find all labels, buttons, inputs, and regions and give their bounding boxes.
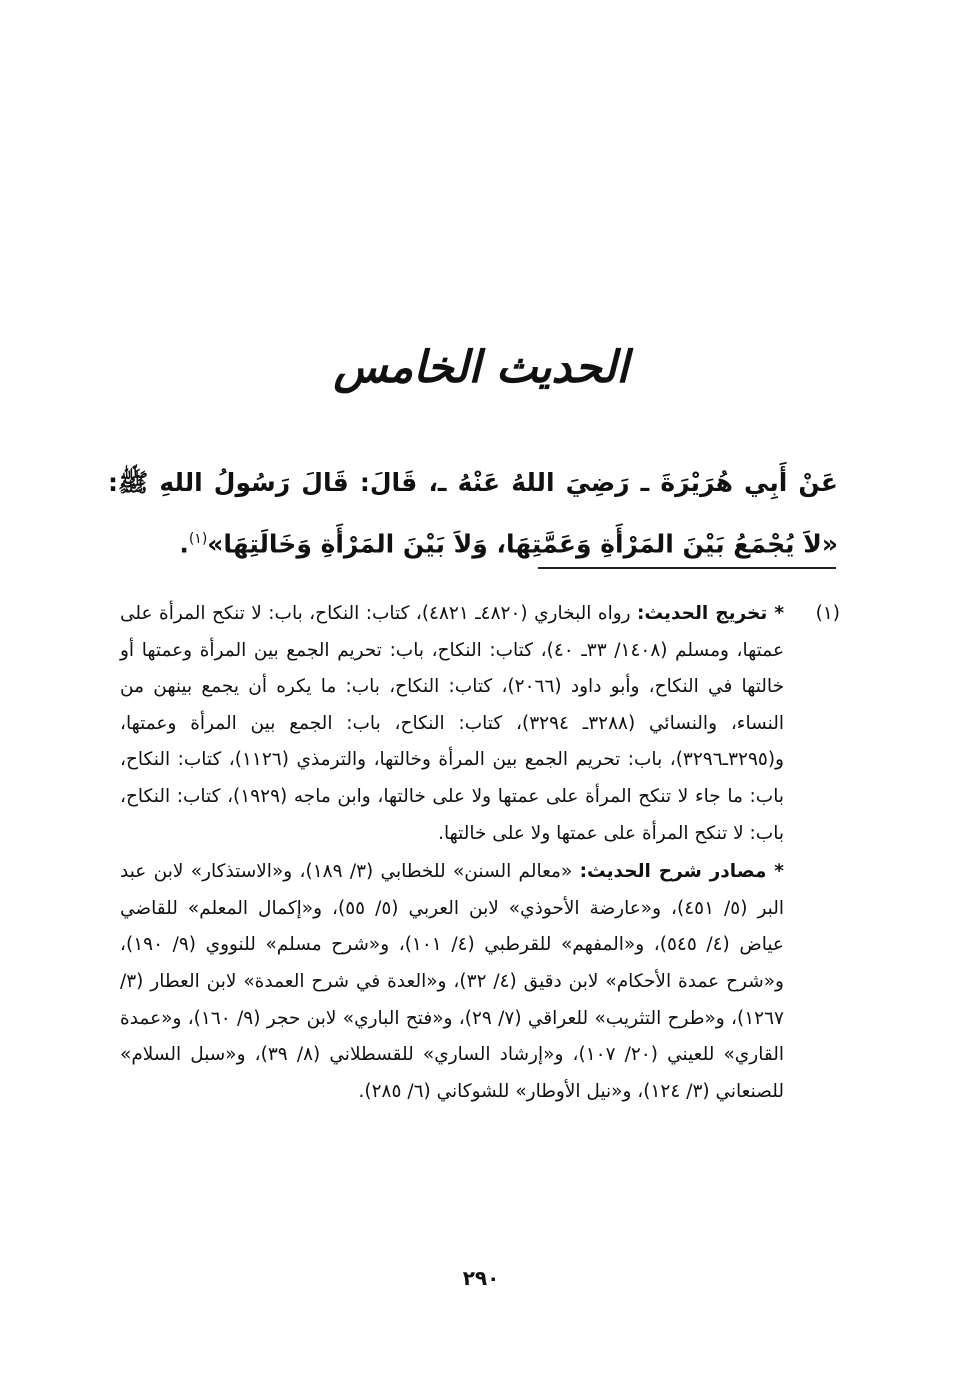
takhrij-body: رواه البخاري (٤٨٢٠ـ ٤٨٢١)، كتاب: النكاح، باب: لا تنكح المرأة على عمتها، ومسلم (١٤٠٨/ ٣٣ـ ٤٠)، كتاب: النكاح، باب: تحريم الجمع بين المرأة وعمتها أو خالتها في النكاح، وأبو داود (٢٠٦٦)، كتاب: النكاح، باب: ما يكره أن يجمع بينهن من النساء، والنسائي (٣٢٨٨ـ ٣٢٩٤)، كتاب: النكاح، باب: الجمع بين المرأة وعمتها، و(٣٢٩٥ـ٣٢٩٦)، باب: تحريم الجمع بين المرأة وخالتها، والترمذي (١١٢٦)، كتاب: النكاح، باب: ما جاء لا تنكح المرأة على عمتها ولا على خالتها، وابن ماجه (١٩٢٩)، كتاب: النكاح، باب: لا تنكح المرأة على عمتها ولا على خالتها.: [120, 603, 785, 844]
takhrij-heading: * تخريج الحديث:: [637, 603, 785, 624]
footnote-reference[interactable]: (١): [188, 531, 208, 547]
footnote-number: (١): [815, 603, 840, 624]
hadith-text-block: [108, 455, 838, 572]
hadith-text: عَنْ أَبِي هُرَيْرَةَ ـ رَضِيَ اللهُ عَنْهُ ـ، قَالَ: قَالَ رَسُولُ اللهِ ﷺ: «لاَ يُجْمَعُ بَيْنَ المَرْأَةِ وَعَمَّتِهَا، وَلاَ بَيْنَ المَرْأَةِ وَخَالَتِهَا»: [108, 468, 838, 559]
masadir-heading: * مصادر شرح الحديث:: [579, 861, 784, 883]
footnote-block: [120, 596, 840, 1110]
footnote-separator: [538, 567, 836, 569]
masadir-body: «معالم السنن» للخطابي (٣/ ١٨٩)، و«الاستذكار» لابن عبد البر (٥/ ٤٥١)، و«عارضة الأحوذي» لابن العربي (٥/ ٥٥)، و«إكمال المعلم» للقاضي عياض (٤/ ٥٤٥)، و«المفهم» للقرطبي (٤/ ١٠١)، و«شرح مسلم» للنووي (٩/ ١٩٠)، و«شرح عمدة الأحكام» لابن دقيق (٤/ ٣٢)، و«العدة في شرح العمدة» لابن العطار (٣/ ١٢٦٧)، و«طرح التثريب» للعراقي (٧/ ٢٩)، و«فتح الباري» لابن حجر (٩/ ١٦٠)، و«عمدة القاري» للعيني (٢٠/ ١٠٧)، و«إرشاد الساري» للقسطلاني (٨/ ٣٩)، و«سبل السلام» للصنعاني (٣/ ١٢٤)، و«نيل الأوطار» للشوكاني (٦/ ٢٨٥).: [120, 861, 785, 1102]
takhrij-paragraph: [120, 596, 784, 852]
masadir-paragraph: [120, 854, 784, 1110]
hadith-end-punctuation: .: [179, 529, 189, 559]
footnote-item: [120, 596, 840, 1110]
page-number: ٢٩٠: [462, 1266, 500, 1290]
chapter-title: الحديث الخامس: [333, 342, 629, 393]
